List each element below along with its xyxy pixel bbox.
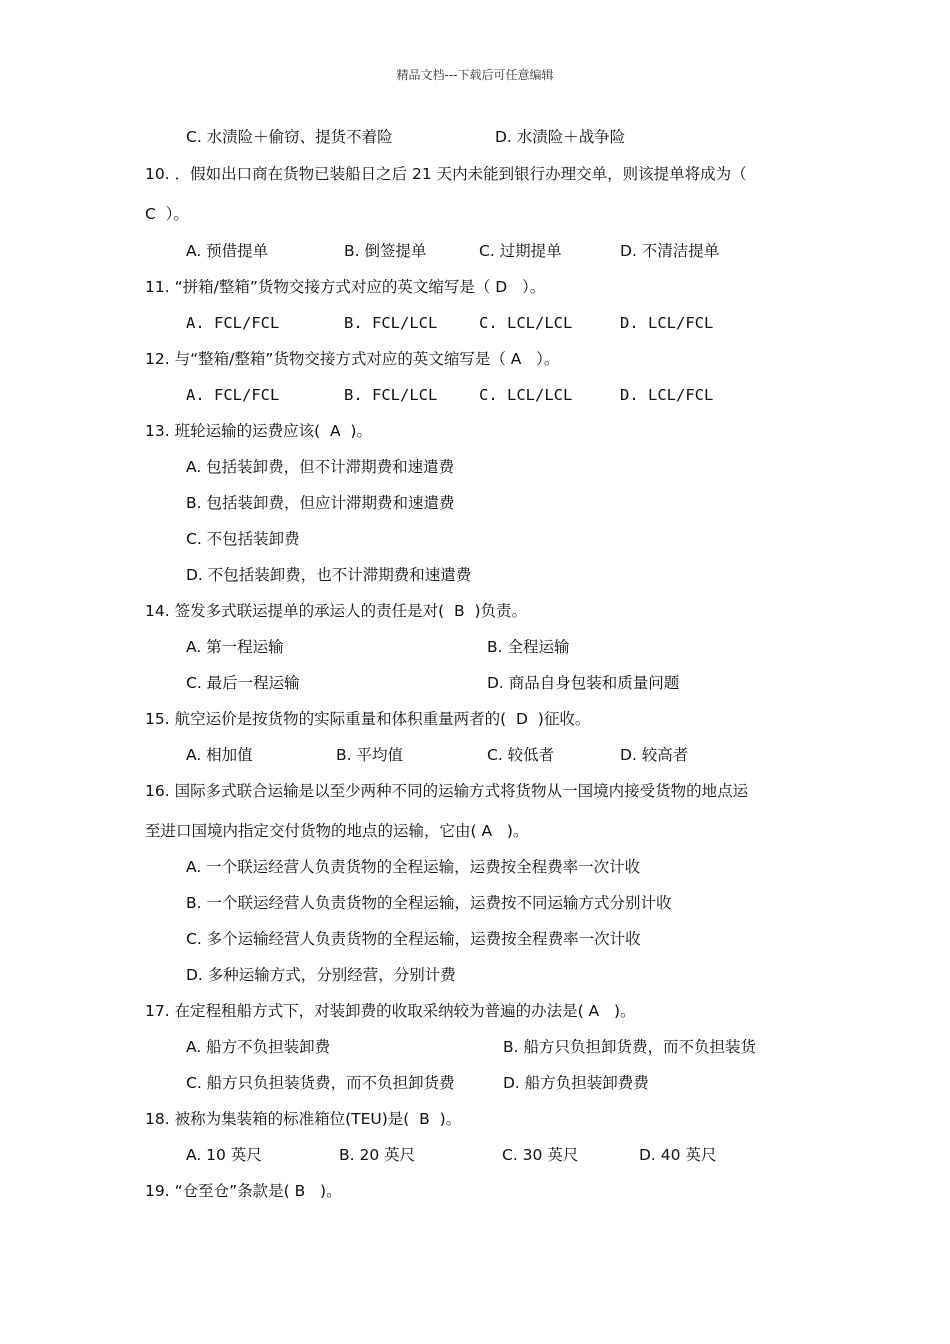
option-text: D. 多种运输方式，分别经营，分别计费 [186,966,456,984]
question-stem: 15. 航空运价是按货物的实际重量和体积重量两者的( D )征收。 [145,710,591,728]
option-text: B. 倒签提单 [344,242,427,260]
option-text: C. 多个运输经营人负责货物的全程运输，运费按全程费率一次计收 [186,930,641,948]
option-text: D. 40 英尺 [639,1146,717,1164]
option-text: B. 平均值 [336,746,403,764]
question-stem: C ）。 [145,205,189,223]
question-stem: 18. 被称为集装箱的标准箱位(TEU)是( B )。 [145,1110,462,1128]
option-text: C. 船方只负担装货费，而不负担卸货费 [186,1074,455,1092]
page-header: 精品文档---下载后可任意编辑 [396,68,554,82]
option-text: D. 船方负担装卸费费 [503,1074,649,1092]
option-text: B. 一个联运经营人负责货物的全程运输，运费按不同运输方式分别计收 [186,894,672,912]
option-text: B. FCL/LCL [344,386,438,404]
question-stem: 13. 班轮运输的运费应该( A )。 [145,422,372,440]
option-text: A. FCL/FCL [186,386,280,404]
option-text: B. 全程运输 [487,638,570,656]
option-text: C. 过期提单 [479,242,562,260]
option-text: B. 包括装卸费，但应计滞期费和速遣费 [186,494,455,512]
option-text: A. FCL/FCL [186,314,280,332]
option-text: A. 10 英尺 [186,1146,262,1164]
question-stem: 17. 在定程租船方式下，对装卸费的收取采纳较为普遍的办法是( A )。 [145,1002,636,1020]
option-text: D. LCL/FCL [620,314,714,332]
option-text: D. LCL/FCL [620,386,714,404]
option-text: D. 不清洁提单 [620,242,720,260]
option-text: A. 包括装卸费，但不计滞期费和速遣费 [186,458,455,476]
option-text: C. 水渍险＋偷窃、提货不着险 [186,128,393,146]
option-text: B. 20 英尺 [339,1146,416,1164]
option-text: B. FCL/LCL [344,314,438,332]
option-text: A. 一个联运经营人负责货物的全程运输，运费按全程费率一次计收 [186,858,641,876]
option-text: D. 商品自身包装和质量问题 [487,674,680,692]
question-stem: 19. “仓至仓”条款是( B )。 [145,1182,342,1200]
question-stem: 12. 与“整箱/整箱”货物交接方式对应的英文缩写是（ A ）。 [145,350,560,368]
option-text: C. LCL/LCL [479,314,573,332]
option-text: C. 最后一程运输 [186,674,300,692]
option-text: C. 30 英尺 [502,1146,579,1164]
option-text: A. 预借提单 [186,242,269,260]
question-stem: 11. “拼箱/整箱”货物交接方式对应的英文缩写是（ D ）。 [145,278,546,296]
option-text: C. LCL/LCL [479,386,573,404]
option-text: A. 相加值 [186,746,253,764]
option-text: D. 不包括装卸费，也不计滞期费和速遣费 [186,566,472,584]
option-text: C. 不包括装卸费 [186,530,300,548]
option-text: B. 船方只负担卸货费，而不负担装货 [503,1038,756,1056]
question-stem: 16. 国际多式联合运输是以至少两种不同的运输方式将货物从一国境内接受货物的地点运 [145,782,749,800]
option-text: D. 较高者 [620,746,689,764]
question-stem: 至进口国境内指定交付货物的地点的运输，它由( A )。 [145,822,529,840]
question-stem: 14. 签发多式联运提单的承运人的责任是对( B )负责。 [145,602,528,620]
option-text: C. 较低者 [487,746,555,764]
option-text: A. 第一程运输 [186,638,284,656]
option-text: D. 水渍险＋战争险 [495,128,626,146]
option-text: A. 船方不负担装卸费 [186,1038,331,1056]
question-stem: 10. ．假如出口商在货物已装船日之后 21 天内未能到银行办理交单，则该提单将成为（ [145,165,747,183]
